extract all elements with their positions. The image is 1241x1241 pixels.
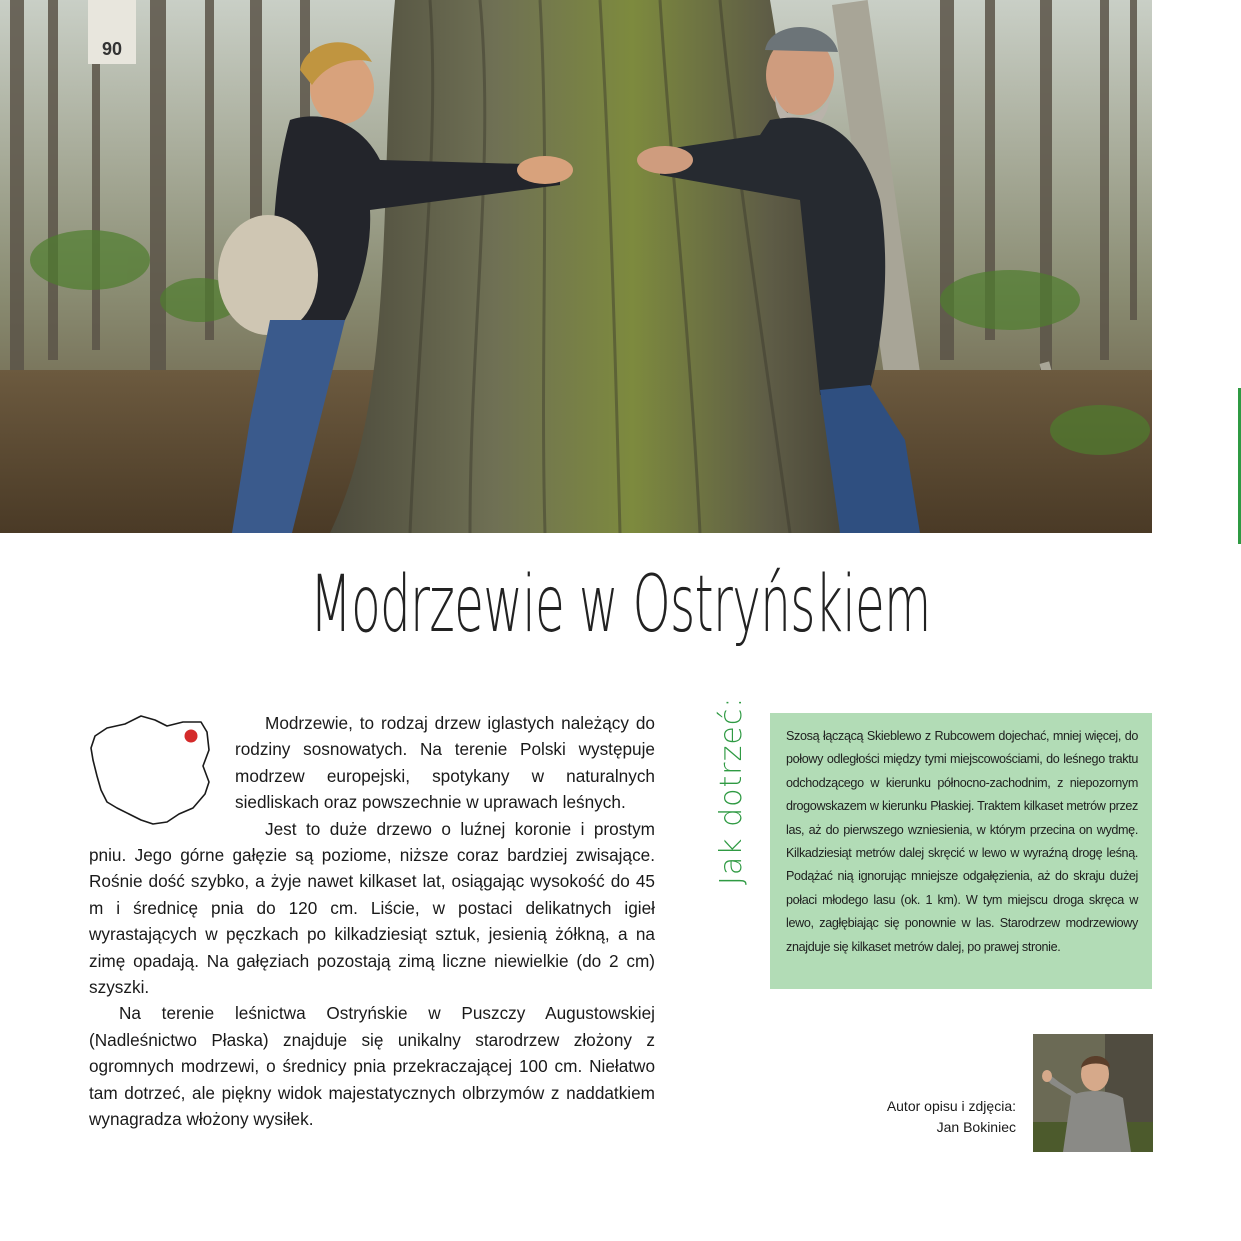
article-body <box>89 710 655 1133</box>
page-number: 90 <box>88 0 136 64</box>
directions-text: Szosą łączącą Skieblewo z Rubcowem dojechać, mniej więcej, do połowy odległości między tymi miejscowościami, do leśnego traktu odchodzącego w kierunku północno-zachodnim, z niepozornym drogowskazem w kierunku Płaskiej. Traktem kilkaset metrów przez las, aż do pierwszego wzniesienia, w którym przecina on wydmę. Kilkadziesiąt metrów dalej skręcić w lewo w wyraźną drogę leśną. Podążać nią ignorując mniejsze odgałęzienia, aż do skraju dużej połaci młodego lasu (ok. 1 km). W tym miejscu droga skręca w lewo, zagłębiając się ponownie w las. Starodrzew modrzewiowy znajduje się kilkaset metrów dalej, po prawej stronie. <box>786 729 1138 954</box>
author-name: Jan Bokiniec <box>936 1119 1016 1135</box>
directions-box <box>770 713 1152 989</box>
poland-map-icon <box>89 710 217 832</box>
author-label: Autor opisu i zdjęcia: <box>886 1098 1016 1114</box>
forest-scene-image <box>0 0 1152 533</box>
author-credit <box>860 1096 1016 1138</box>
hero-photo <box>0 0 1152 533</box>
article-paragraph-1: Modrzewie, to rodzaj drzew iglastych należący do rodziny sosnowatych. Na terenie Polski występuje modrzew europejski, spotykany w naturalnych siedliskach oraz powszechnie w uprawach leśnych. <box>235 713 655 813</box>
page-title: Modrzewie w Ostryńskiem <box>309 560 931 650</box>
poland-map <box>89 710 235 840</box>
author-portrait-image <box>1033 1034 1153 1152</box>
location-marker-icon <box>185 730 198 743</box>
article-paragraph-2: Jest to duże drzewo o luźnej koronie i prostym pniu. Jego górne gałęzie są poziome, niższe coraz bardziej zwisające. Rośnie dość szybko, a żyje nawet kilkaset lat, osiągając wysokość do 45 m i średnicę pnia do 120 cm. Liście, w postaci delikatnych igieł wyrastających w pęczkach po kilkadziesiąt sztuk, jesienią żółkną, a na zimę opadają. Na gałęziach pozostają zimą liczne niewielkie (do 2 cm) szyszki. <box>89 818 655 998</box>
article-paragraph-3: Na terenie leśnictwa Ostryńskie w Puszczy Augustowskiej (Nadleśnictwo Płaska) znajduje się unikalny starodrzew złożony z ogromnych modrzewi, o średnicy pnia przekraczającej 100 cm. Niełatwo tam dotrzeć, ale piękny widok majestatycznych olbrzymów z naddatkiem wynagradza włożony wysiłek. <box>89 1003 655 1130</box>
author-photo <box>1033 1034 1153 1152</box>
directions-heading: Jak dotrzeć: <box>714 696 749 885</box>
